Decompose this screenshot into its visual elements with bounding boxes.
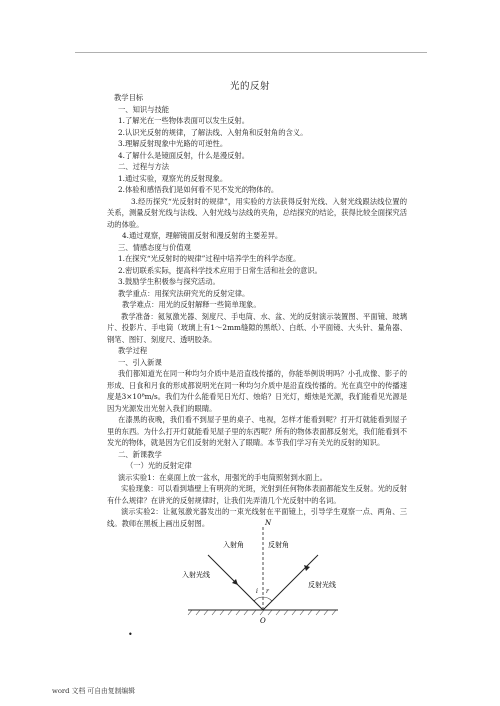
normal-label: N [265,519,272,527]
list-item: 1.在探究“光反射时的规律”过程中培养学生的科学态度。 [118,254,301,263]
header-rule [75,52,427,53]
experiment-line: 演示实验1：在桌面上放一盆水，用强光的手电筒照射到水面上。 [118,472,327,482]
mirror-hatching [188,610,336,615]
list-item: 2.认识光反射的规律，了解法线、入射角和反射角的含义。 [118,127,308,137]
list-item: 1.通过实验，观察光的反射现象。 [118,173,228,183]
incident-angle-arc [254,597,263,601]
list-item: 3.鼓励学生积极参与探究活动。 [118,277,220,286]
page-footer: word 文档 可自由复制编辑 [52,687,136,695]
reflection-diagram [168,515,353,635]
subsection-heading: 三、情感态度与价值观 [118,242,191,252]
section-heading: 教学过程 [118,346,148,355]
body-paragraph: 演示实验2：让氦氖激光器发出的一束光线射在平面镜上，引导学生观察一点、两角、三线。教师在黑板上画出反射图。 [107,507,407,528]
angle-r-label: r [266,588,269,595]
reflected-ray-label: 反射光线 [308,581,336,589]
page-title: 光的反射 [229,81,270,92]
subsection-heading: 二、过程与方法 [118,162,170,171]
body-paragraph: 实验现象：可以看到墙壁上有明亮的光斑，光射到任何物体表面都能发生反射。光的反射有什么规律？在讲光的反射规律时，让我们先弄清几个光反射中的名词。 [107,484,407,505]
subsection-heading: （一）光的反射定律 [126,461,192,470]
subsection-heading: 一、引入新课 [118,357,162,367]
document-body [107,92,407,529]
list-item: 2.体验和感悟我们是如何看不见不发光的物体的。 [118,185,279,194]
list-item: 4.通过观察，理解镜面反射和漫反射的主要差异。 [122,231,283,240]
list-item: 4.了解什么是镜面反射，什么是漫反射。 [118,150,250,160]
incident-ray-label: 入射光线 [182,571,210,579]
list-item: 2.密切联系实际，提高科学技术应用于日常生活和社会的意识。 [118,265,322,275]
list-item-paragraph: 3.经历探究“光反射时的规律”，用实验的方法获得反射光线、入射光线跟法线位置的关系，测量反射光线与法线、入射光线与法线的夹角，总结探究的结论，获得比较全面探究活动的体验。 [107,196,407,229]
point-o-label: O [260,617,266,625]
subsection-heading: 一、知识与技能 [118,104,170,114]
reflection-angle-label: 反射角 [268,541,289,549]
list-item: 1.了解光在一些物体表面可以发生反射。 [118,116,250,125]
reflection-angle-arc [263,597,272,601]
body-paragraph: 在漆黑的夜晚，我们看不到屋子里的桌子、电视，怎样才能看到呢？打开灯就能看到屋子里的东西。为什么打开灯就能看见屋子里的东西呢？所有的物体表面都反射光，我们能看到不发光的物体，就是因为它们反射的光射入了眼睛。本节我们学习有关光的反射的知识。 [107,415,407,447]
body-paragraph: 我们都知道光在同一种均匀介质中是沿直线传播的，你能举例说明吗？小孔成像、影子的形成、日食和月食的形成都说明光在同一种均匀介质中是沿直线传播的。光在真空中的传播速度是3×10⁸m/s。我们为什么能看见日光灯、烛焰？日光灯，蜡烛是光源，我们能看见光源是因为光源发出光射入我们的眼睛。 [107,369,407,413]
incident-angle-label: 入射角 [223,541,244,549]
preparation-paragraph: 教学准备：氦氖激光器、刻度尺、手电筒、水、盆、光的反射演示装置图、平面镜、玻璃片、投影片、手电筒（玻璃上有1～2mm缝隙的黑纸）、白纸、小平面镜、大头针、量角器、钢笔、图钉、刻度尺、透明胶条。 [107,311,407,344]
bullet-mark: • [128,630,133,639]
angle-i-label: i [256,588,258,595]
subsection-heading: 二、新课教学 [118,449,162,459]
key-point: 教学重点：用探究法研究光的反射定律。 [118,288,250,298]
section-heading: 教学目标 [114,93,144,102]
list-item: 3.理解反射现象中光路的可逆性。 [118,139,228,148]
difficult-point: 教学难点：用光的反射解释一些简单现象。 [122,300,261,309]
